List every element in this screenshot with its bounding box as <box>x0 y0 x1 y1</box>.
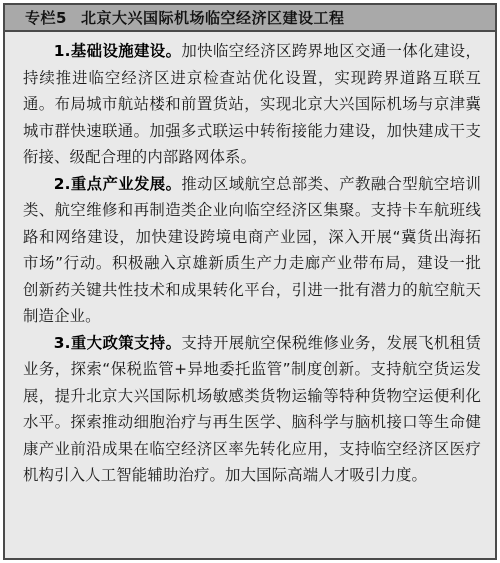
column-title: 北京大兴国际机场临空经济区建设工程 <box>80 9 345 27</box>
section-body: 支持开展航空保税维修业务，发展飞机租赁业务，探索“保税监管+异地委托监管”制度创新。支持航空货运发展，提升北京大兴国际机场敏感类货物运输等特种货物空运便利化水平。探索推动细胞治疗与再生医学、脑科学与脑机接口等生命健康产业前沿成果在临空经济区率先转化应用，支持临空经济区医疗机构引入人工智能辅助治疗。加大国际高端人才吸引力度。 <box>23 333 481 484</box>
section-title: 3.重大政策支持。 <box>53 333 182 352</box>
column-label: 专栏5 <box>25 9 67 27</box>
section-infrastructure <box>23 38 481 171</box>
column-content <box>5 32 495 489</box>
section-title: 1.基础设施建设。 <box>53 42 182 60</box>
section-industry <box>23 171 481 330</box>
column-header <box>5 5 495 32</box>
column-box <box>3 3 497 560</box>
section-body: 加快临空经济区跨界地区交通一体化建设，持续推进临空经济区进京检查站优化设置，实现跨界道路互联互通。布局城市航站楼和前置货站，实现北京大兴国际机场与京津冀城市群快速联通。加强多式联运中转衔接能力建设，加快建成干支衔接、级配合理的内部路网体系。 <box>23 42 481 166</box>
section-policy <box>23 330 481 489</box>
section-title: 2.重点产业发展。 <box>53 174 182 193</box>
section-body: 推动区域航空总部类、产教融合型航空培训类、航空维修和再制造类企业向临空经济区集聚。支持卡车航班线路和网络建设，加快建设跨境电商产业园，深入开展“冀货出海拓市场”行动。积极融入京雄新质生产力走廊产业带布局，建设一批创新药关键共性技术和成果转化平台，引进一批有潜力的航空航天制造企业。 <box>23 174 481 325</box>
